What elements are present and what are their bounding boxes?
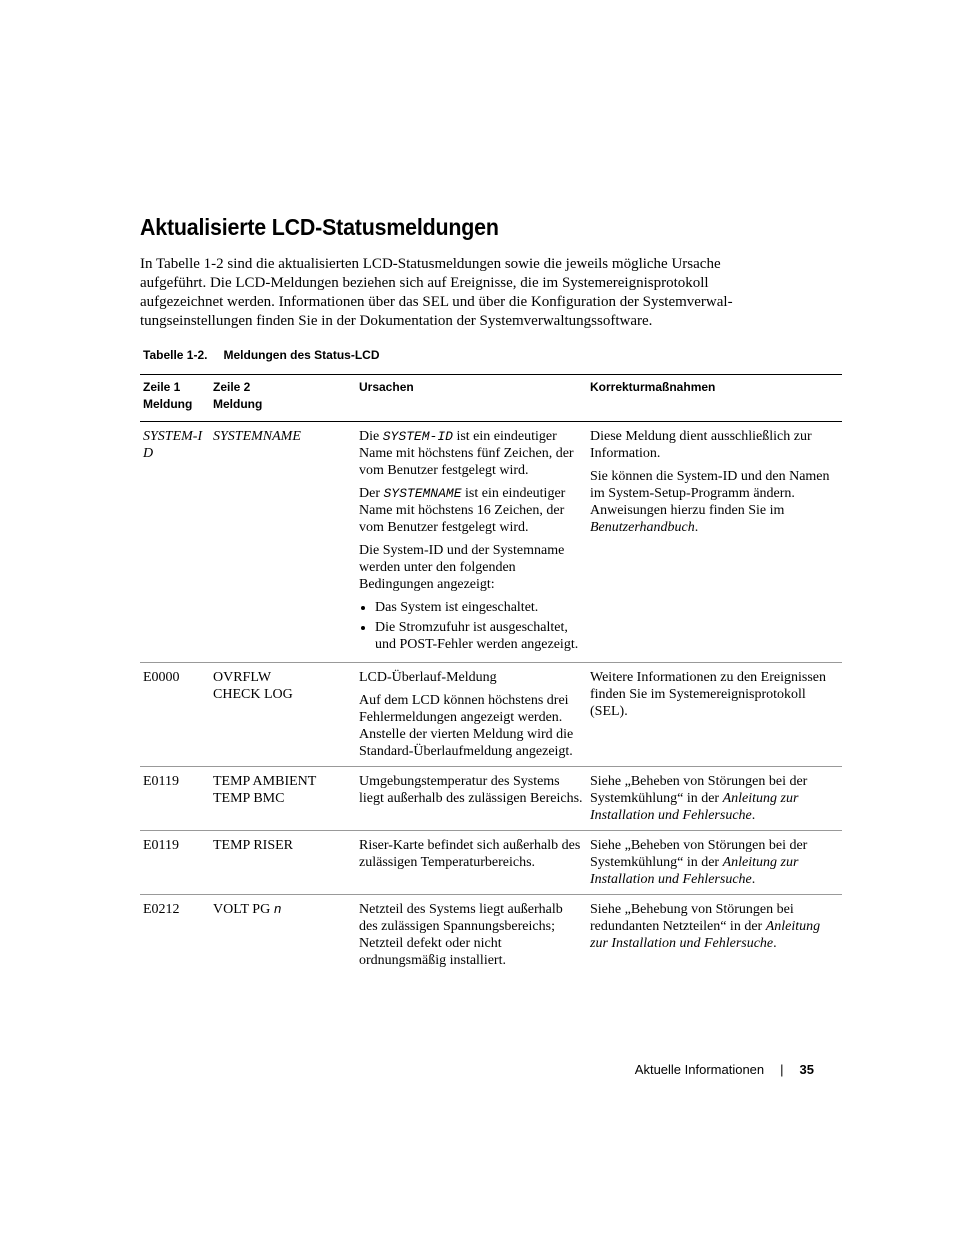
- page-number: 35: [799, 1062, 814, 1077]
- header-line2-b: Meldung: [213, 397, 263, 411]
- line2-text: CHECK LOG: [213, 687, 293, 702]
- line1-text: SYSTEM-ID: [143, 429, 203, 461]
- action-cell: Siehe „Behebung von Störungen bei redundanten Netzteilen“ in der Anleitung zur Installation und Fehlersuche.: [590, 902, 821, 951]
- line2-text: TEMP BMC: [213, 791, 285, 806]
- line2-message: TEMP RISER: [210, 831, 356, 895]
- table-row: [140, 895, 842, 976]
- cause-paragraph: Auf dem LCD können höchstens drei Fehlermeldungen angezeigt werden. Anstelle der vierten Meldung wird die Standard-Überlaufmeldung angezeigt.: [359, 693, 574, 759]
- action-cell: Siehe „Beheben von Störungen bei der Systemkühlung“ in der Anleitung zur Installation und Fehlersuche.: [587, 831, 842, 895]
- manual-reference: Anleitung zur Installation und Fehlersuche: [590, 855, 799, 887]
- cause-cell: [356, 422, 587, 663]
- line2-message: [210, 767, 356, 831]
- cause-cell: Umgebungstemperatur des Systems liegt außerhalb des zulässigen Bereichs.: [356, 767, 587, 831]
- line1-message: E0212: [143, 902, 180, 917]
- page-footer: [635, 1062, 814, 1077]
- header-line1-a: Zeile 1: [143, 380, 181, 394]
- list-item: • Das System ist eingeschaltet.: [375, 599, 584, 616]
- line2-message: SYSTEMNAME: [210, 422, 356, 663]
- status-lcd-table: [140, 374, 842, 975]
- header-causes: Ursachen: [356, 375, 587, 422]
- action-cell: Weitere Informationen zu den Ereignissen finden Sie im Systemereignisprotokoll (SEL).: [587, 663, 842, 767]
- condition-list: [359, 599, 584, 653]
- action-cell: Siehe „Beheben von Störungen bei der Systemkühlung“ in der Anleitung zur Installation und Fehlersuche.: [587, 767, 842, 831]
- header-line1-b: Meldung: [143, 397, 193, 411]
- line2-text: TEMP AMBIENT: [213, 774, 317, 789]
- action-paragraph: Sie können die System-ID und den Namen im System-Setup-Programm ändern. Anweisungen hierzu finden Sie im Benutzerhandbuch.: [590, 469, 830, 535]
- cause-cell: Netzteil des Systems liegt außerhalb des zulässigen Spannungsbereichs; Netzteil defekt oder nicht ordnungsmäßig installiert.: [359, 902, 563, 968]
- table-row: [140, 767, 842, 831]
- manual-reference: Benutzerhandbuch: [590, 520, 695, 535]
- header-actions: Korrekturmaßnahmen: [587, 375, 842, 422]
- page-title: Aktualisierte LCD-Statusmeldungen: [140, 214, 499, 240]
- manual-reference: Anleitung zur Installation und Fehlersuche: [590, 791, 799, 823]
- line1-message: E0119: [140, 767, 210, 831]
- table-row: [140, 422, 842, 663]
- cause-paragraph: Die SYSTEM-ID ist ein eindeutiger Name mit höchstens fünf Zeichen, der vom Benutzer festgelegt wird.: [359, 429, 574, 478]
- variable-n: n: [273, 902, 282, 917]
- line2-message: [210, 663, 356, 767]
- cause-paragraph: LCD-Überlauf-Meldung: [359, 670, 497, 685]
- line2-text: OVRFLW: [213, 670, 272, 685]
- line1-message: E0000: [140, 663, 210, 767]
- table-caption-label: Tabelle 1-2.: [143, 348, 208, 362]
- table-row: [140, 663, 842, 767]
- cause-cell: [356, 663, 587, 767]
- action-paragraph: Diese Meldung dient ausschließlich zur Information.: [590, 429, 812, 461]
- header-line2-a: Zeile 2: [213, 380, 251, 394]
- footer-section-title: Aktuelle Informationen: [634, 1062, 765, 1077]
- code-term: SYSTEM-ID: [382, 429, 453, 444]
- table-caption: [143, 348, 380, 362]
- cause-paragraph: Die System-ID und der Systemname werden unter den folgenden Bedingungen angezeigt:: [359, 543, 565, 592]
- header-line1: [140, 375, 210, 422]
- action-cell: [587, 422, 842, 663]
- line1-message: E0119: [140, 831, 210, 895]
- cause-paragraph: Der SYSTEMNAME ist ein eindeutiger Name mit höchstens 16 Zeichen, der vom Benutzer festgelegt wird.: [359, 486, 566, 535]
- list-item: • Die Stromzufuhr ist ausgeschaltet, und POST-Fehler werden angezeigt.: [375, 619, 584, 653]
- header-line2: [210, 375, 356, 422]
- table-caption-title: Meldungen des Status-LCD: [223, 348, 380, 362]
- table-row: [140, 831, 842, 895]
- code-term: SYSTEMNAME: [383, 486, 462, 501]
- line1-message: [140, 422, 210, 663]
- manual-reference: Anleitung zur Installation und Fehlersuche: [590, 919, 821, 951]
- line2-message: VOLT PG n: [213, 902, 282, 917]
- cause-cell: Riser-Karte befindet sich außerhalb des zulässigen Temperaturbereichs.: [356, 831, 587, 895]
- footer-separator: |: [780, 1062, 784, 1077]
- table-header-row: [140, 375, 842, 422]
- intro-paragraph: In Tabelle 1-2 sind die aktualisierten LCD-Statusmeldungen sowie die jeweils mögliche Ursache aufgeführt. Die LCD-Meldungen beziehen sich auf Ereignisse, die im Systemereignisprotokoll aufgezeichnet werden. Informationen über das SEL und über die Konfiguration der Systemverwal-tungseinstellungen finden Sie in der Dokumentation der Systemverwaltungssoftware.: [140, 256, 733, 329]
